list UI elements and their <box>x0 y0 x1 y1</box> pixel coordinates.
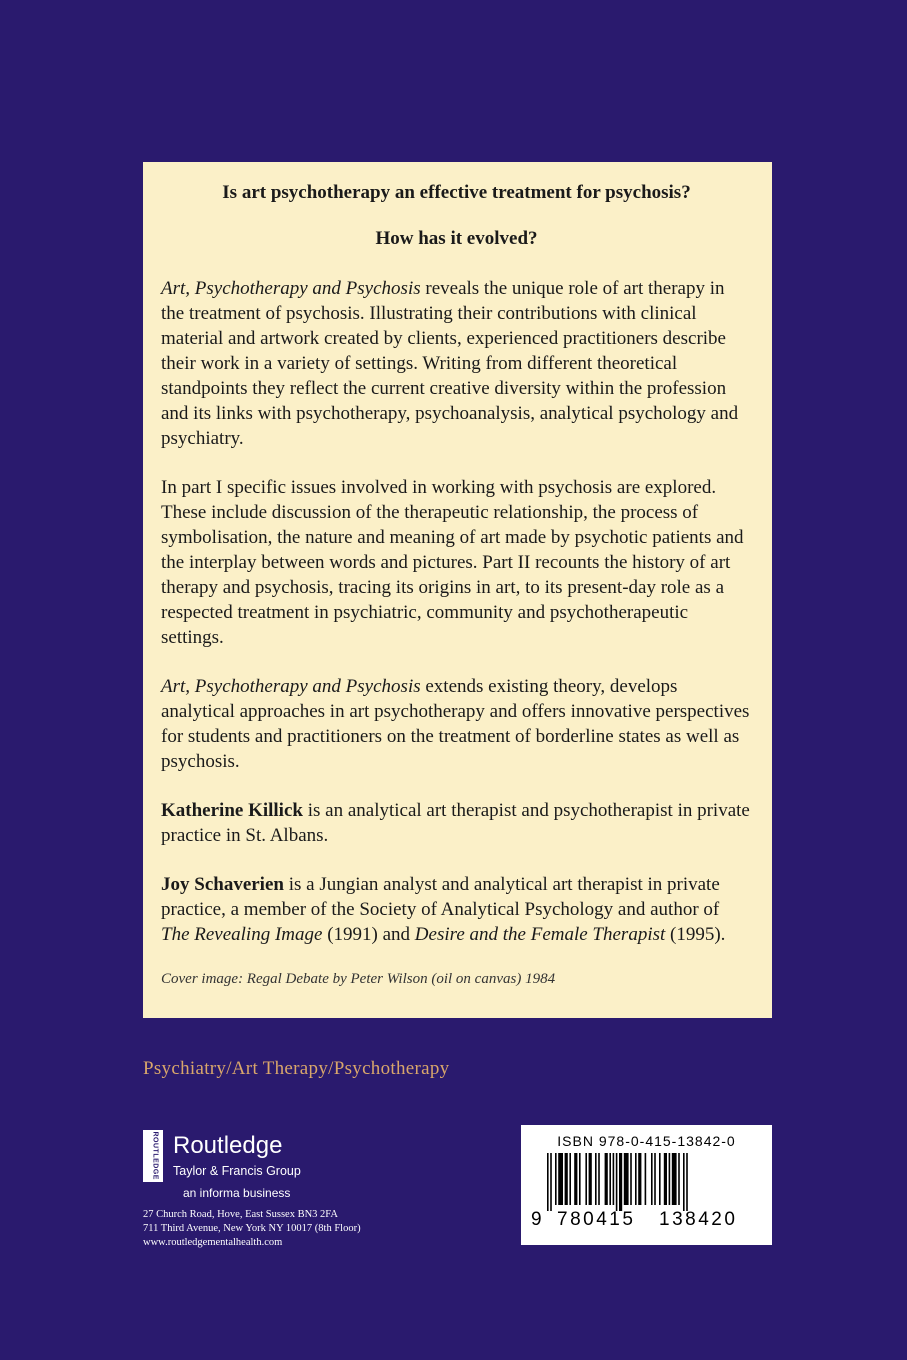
routledge-logo-icon: ROUTLEDGE <box>143 1130 163 1182</box>
cover-image-caption: Cover image: Regal Debate by Peter Wilson (oil on canvas) 1984 <box>161 971 556 987</box>
author-bio-text: (1991) and <box>322 924 415 945</box>
book-title: The Revealing Image <box>161 924 323 945</box>
author-name: Joy Schaverien <box>161 874 284 895</box>
author-bio-text: (1995). <box>665 924 726 945</box>
ean-first-digit: 9 <box>531 1209 542 1230</box>
description-panel <box>143 162 772 1018</box>
publisher-group: Taylor & Francis Group <box>173 1164 301 1178</box>
paragraph-text: extends existing theory, develops analytical approaches in art psychotherapy and offers innovative perspectives for students and practitioners on the treatment of borderline states as well as psychosis. <box>161 676 750 772</box>
question-headline-2: How has it evolved? <box>375 228 538 249</box>
author-name: Katherine Killick <box>161 800 303 821</box>
ean-right-group: 138420 <box>659 1209 738 1230</box>
address-line-us: 711 Third Avenue, New York NY 10017 (8th Floor) <box>143 1223 361 1234</box>
book-title: Art, Psychotherapy and Psychosis <box>161 278 421 299</box>
isbn-number: ISBN 978-0-415-13842-0 <box>557 1133 736 1149</box>
book-title: Desire and the Female Therapist <box>414 924 666 945</box>
ean-left-group: 780415 <box>557 1209 636 1230</box>
author-bio-killick <box>161 798 752 848</box>
description-paragraph-1 <box>161 276 752 451</box>
author-bio-schaverien <box>161 872 752 947</box>
question-headline-1: Is art psychotherapy an effective treatment for psychosis? <box>222 182 691 203</box>
publisher-tagline: an informa business <box>183 1186 291 1200</box>
publisher-name: Routledge <box>173 1132 283 1159</box>
publisher-address <box>143 1208 361 1250</box>
description-paragraph-3 <box>161 674 752 774</box>
publisher-website: www.routledgementalhealth.com <box>143 1237 283 1248</box>
description-paragraph-2: In part I specific issues involved in working with psychosis are explored. These include discussion of the therapeutic relationship, the process of symbolisation, the nature and meaning of art made by psychotic patients and the interplay between words and pictures. Part II recounts the history of art therapy and psychosis, tracing its origins in art, to its present-day role as a respected treatment in psychiatric, community and psychotherapeutic settings. <box>161 477 744 648</box>
subject-category: Psychiatry/Art Therapy/Psychotherapy <box>143 1058 450 1079</box>
barcode-bars-icon <box>547 1153 747 1211</box>
paragraph-text: reveals the unique role of art therapy in the treatment of psychosis. Illustrating their contributions with clinical material and artwork created by clients, experienced practitioners describe their work in a variety of settings. Writing from different theoretical standpoints they reflect the current creative diversity within the profession and its links with psychotherapy, psychoanalysis, analytical psychology and psychiatry. <box>161 278 739 449</box>
book-title: Art, Psychotherapy and Psychosis <box>161 676 421 697</box>
author-bio-text: is an analytical art therapist and psychotherapist in private practice in St. Albans. <box>161 800 750 846</box>
isbn-barcode <box>521 1125 772 1245</box>
address-line-uk: 27 Church Road, Hove, East Sussex BN3 2FA <box>143 1209 338 1220</box>
author-bio-text: is a Jungian analyst and analytical art therapist in private practice, a member of the Society of Analytical Psychology and author of <box>161 874 720 920</box>
